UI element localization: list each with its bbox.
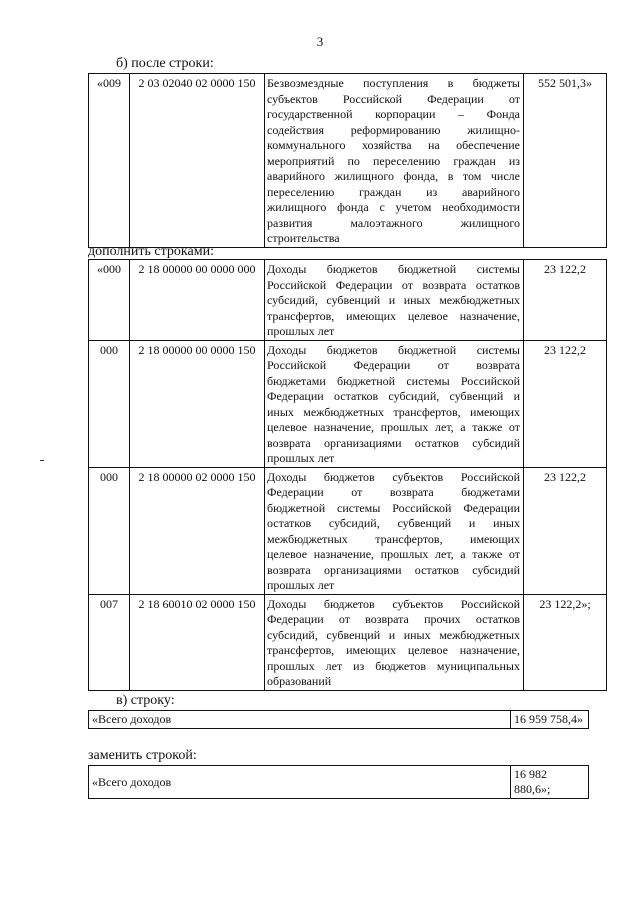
sum-cell: 23 122,2 [524, 340, 607, 467]
section-replace-heading: заменить строкой: [88, 748, 197, 763]
admin-code-cell: «000 [89, 260, 130, 341]
description-cell: Доходы бюджетов бюджетной системы Российской Федерации от возврата остатков субсидий, субвенций и иных межбюджетных трансфертов, имеющих целевое назначение, прошлых лет [265, 260, 524, 341]
admin-code-cell: «009 [89, 74, 130, 248]
total-label-cell: «Всего доходов [89, 711, 511, 729]
total-label-cell: «Всего доходов [89, 766, 511, 799]
page-number: 3 [316, 34, 324, 49]
section-v-heading: в) строку: [116, 693, 175, 708]
budget-code-cell: 2 18 00000 00 0000 000 [130, 260, 265, 341]
total-value-cell: 16 959 758,4» [511, 711, 589, 729]
description-cell: Доходы бюджетов субъектов Российской Федерации от возврата бюджетами бюджетной системы Российской Федерации остатков субсидий, субвенций и иных межбюджетных трансфертов, имеющих целевое назначение, прошлых лет, а также от возврата организациями остатков субсидий прошлых лет [265, 467, 524, 594]
scan-mark [40, 460, 44, 461]
table-row [89, 766, 589, 799]
sum-cell: 23 122,2»; [524, 594, 607, 690]
budget-code-cell: 2 03 02040 02 0000 150 [130, 74, 265, 248]
table-row [89, 260, 607, 341]
table-row [89, 467, 607, 594]
sum-cell: 23 122,2 [524, 467, 607, 594]
table-row [89, 340, 607, 467]
description-cell: Доходы бюджетов бюджетной системы Российской Федерации от возврата бюджетами бюджетной системы Российской Федерации остатков субсидий, субвенций и иных межбюджетных трансфертов, имеющих целевое назначение, прошлых лет, а также от возврата организациями остатков субсидий прошлых лет [265, 340, 524, 467]
budget-code-cell: 2 18 60010 02 0000 150 [130, 594, 265, 690]
table-row [89, 594, 607, 690]
table-row [89, 74, 607, 248]
budget-code-cell: 2 18 00000 02 0000 150 [130, 467, 265, 594]
sum-cell: 552 501,3» [524, 74, 607, 248]
total-table-old [88, 710, 589, 729]
table-row [89, 711, 589, 729]
section-b-table [88, 73, 607, 248]
description-cell: Безвозмездные поступления в бюджеты субъектов Российской Федерации от государственной корпорации – Фонда содействия реформированию жилищно- коммунального хозяйства на обеспечение мероприятий по переселению граждан из аварийного жилищного фонда, в том числе переселению граждан из аварийного жилищного фонда с учетом необходимости развития малоэтажного жилищного строительства [265, 74, 524, 248]
total-value-cell: 16 982 880,6»; [511, 766, 589, 799]
section-b-heading: б) после строки: [116, 56, 214, 71]
total-table-new [88, 765, 589, 799]
section-add-table [88, 259, 607, 691]
description-cell: Доходы бюджетов субъектов Российской Федерации от возврата прочих остатков субсидий, субвенций и иных межбюджетных трансфертов, имеющих целевое назначение, прошлых лет из бюджетов муниципальных образований [265, 594, 524, 690]
section-add-heading: дополнить строками: [88, 244, 214, 259]
admin-code-cell: 007 [89, 594, 130, 690]
budget-code-cell: 2 18 00000 00 0000 150 [130, 340, 265, 467]
admin-code-cell: 000 [89, 340, 130, 467]
sum-cell: 23 122,2 [524, 260, 607, 341]
admin-code-cell: 000 [89, 467, 130, 594]
